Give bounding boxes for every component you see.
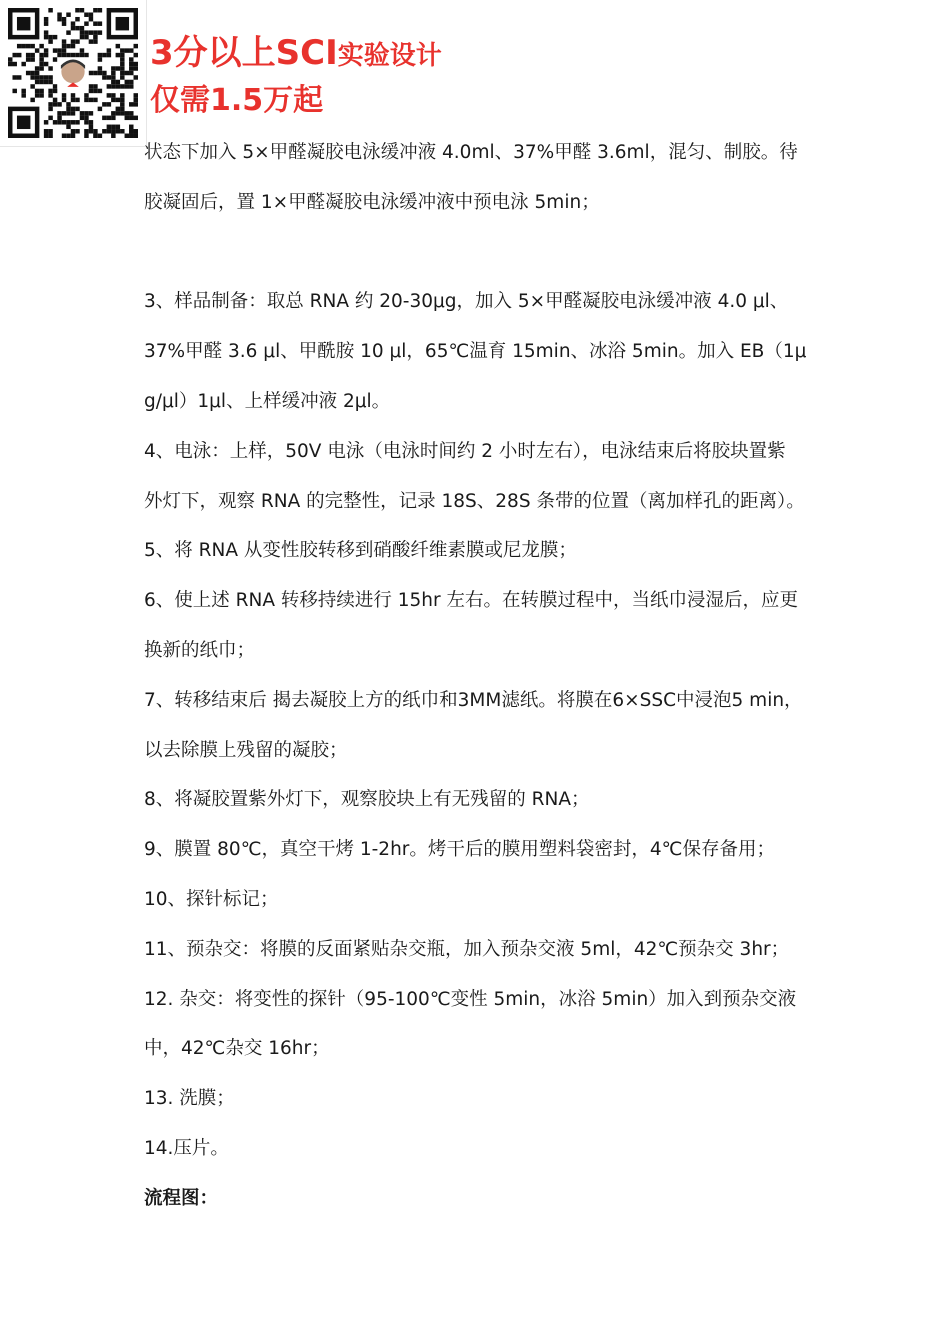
text-line: 流程图： — [144, 1187, 219, 1209]
text-line: 换新的纸巾； — [144, 639, 256, 661]
text-line: 10、探针标记； — [144, 888, 279, 910]
text-line: 外灯下，观察 RNA 的完整性，记录 18S、28S 条带的位置（离加样孔的距离）。 — [144, 490, 805, 512]
text-line: 8、将凝胶置紫外灯下，观察胶块上有无残留的 RNA； — [144, 789, 590, 811]
text-line: 5、将 RNA 从变性胶转移到硝酸纤维素膜或尼龙膜； — [144, 540, 577, 562]
text-line: 4、电泳：上样，50V 电泳（电泳时间约 2 小时左右），电泳结束后将胶块置紫 — [144, 440, 786, 462]
ad-price[interactable]: 仅需1.5万起 — [150, 83, 324, 118]
blank-line — [144, 228, 824, 278]
text-line: 7、转移结束后 揭去凝胶上方的纸巾和3MM滤纸。将膜在6×SSC中浸泡5 min， — [144, 689, 803, 711]
text-line: 胶凝固后，置 1×甲醛凝胶电泳缓冲液中预电泳 5min； — [144, 191, 600, 213]
text-line: 6、使上述 RNA 转移持续进行 15hr 左右。在转膜过程中，当纸巾浸湿后，应更 — [144, 590, 799, 612]
text-line: 9、膜置 80℃，真空干烤 1-2hr。烤干后的膜用塑料袋密封，4℃保存备用； — [144, 839, 775, 861]
text-line: 12. 杂交：将变性的探针（95-100℃变性 5min，冰浴 5min）加入到预杂交液 — [144, 988, 797, 1010]
text-line: 以去除膜上残留的凝胶； — [144, 739, 348, 761]
text-line: 状态下加入 5×甲醛凝胶电泳缓冲液 4.0ml、37%甲醛 3.6ml，混匀、制胶。待 — [144, 142, 798, 163]
ad-headline-sub: 实验设计 — [337, 41, 442, 71]
text-line: 14.压片。 — [144, 1137, 229, 1159]
text-line: g/μl）1μl、上样缓冲液 2μl。 — [144, 390, 391, 412]
text-line: 11、预杂交：将膜的反面紧贴杂交瓶，加入预杂交液 5ml，42℃预杂交 3hr； — [144, 938, 790, 960]
ad-banner — [0, 0, 147, 147]
ad-headline[interactable] — [150, 33, 442, 73]
ad-headline-main: 3分以上SCI — [150, 33, 338, 73]
text-line: 37%甲醛 3.6 μl、甲酰胺 10 μl，65℃温育 15min、冰浴 5min。加入 EB（1μ — [144, 341, 807, 363]
document-body — [144, 128, 824, 1224]
text-line: 3、样品制备：取总 RNA 约 20-30μg，加入 5×甲醛凝胶电泳缓冲液 4.0 μl、 — [144, 291, 789, 313]
text-line: 13. 洗膜； — [144, 1088, 235, 1110]
text-line: 中，42℃杂交 16hr； — [144, 1038, 330, 1060]
qr-code-icon[interactable] — [8, 8, 138, 138]
